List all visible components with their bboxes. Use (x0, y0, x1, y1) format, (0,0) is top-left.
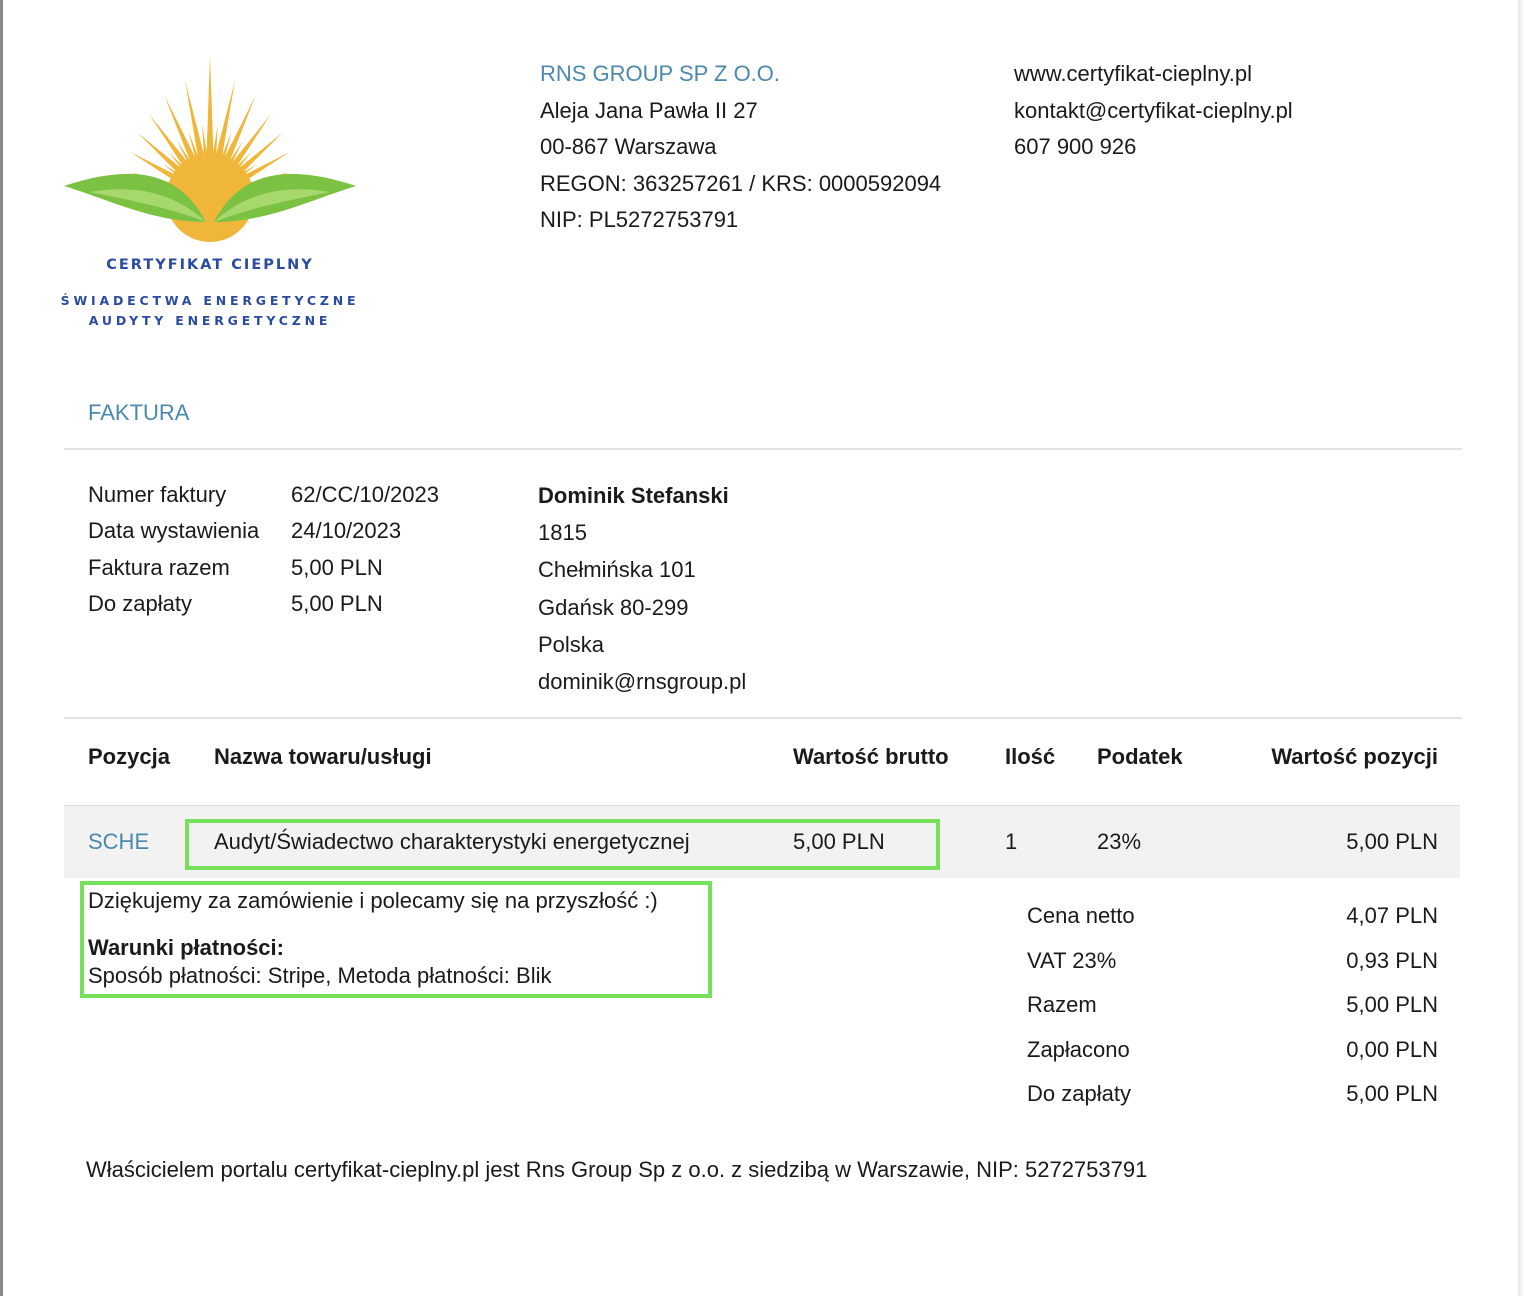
sun-leaves-logo-icon (60, 50, 360, 250)
seller-street: Aleja Jana Pawła II 27 (540, 97, 758, 123)
highlight-box-notes (80, 881, 712, 998)
summary-label: Cena netto (1027, 903, 1135, 928)
column-header-name: Nazwa towaru/usługi (214, 744, 432, 769)
window-edge-right (1518, 0, 1524, 1296)
buyer-email: dominik@rnsgroup.pl (538, 669, 747, 695)
company-logo (60, 50, 360, 340)
meta-value: 62/CC/10/2023 (291, 482, 439, 507)
column-header-total: Wartość pozycji (1271, 744, 1438, 769)
contact-website-link[interactable]: www.certyfikat-cieplny.pl (1014, 61, 1252, 86)
meta-label: Data wystawienia (88, 518, 260, 544)
summary-value: 5,00 PLN (1346, 992, 1438, 1017)
column-header-tax: Podatek (1097, 744, 1183, 769)
summary-value: 0,93 PLN (1346, 948, 1438, 973)
logo-name: CERTYFIKAT CIEPLNY (106, 257, 314, 273)
summary-value: 5,00 PLN (1346, 1081, 1438, 1106)
summary-label: VAT 23% (1027, 948, 1117, 973)
summary-label: Razem (1027, 992, 1097, 1017)
seller-nip: NIP: PL5272753791 (540, 207, 739, 232)
meta-value: 5,00 PLN (291, 590, 383, 616)
summary-label: Zapłacono (1027, 1037, 1130, 1062)
item-gross: 5,00 PLN (793, 829, 885, 854)
meta-label: Faktura razem (88, 554, 230, 580)
column-header-gross: Wartość brutto (793, 744, 949, 769)
meta-label: Do zapłaty (88, 590, 192, 616)
seller-block (540, 56, 941, 239)
contact-block (1014, 56, 1293, 166)
divider (64, 448, 1462, 450)
summary-value: 4,07 PLN (1346, 903, 1438, 928)
footer-note: Właścicielem portalu certyfikat-cieplny.pl jest Rns Group Sp z o.o. z siedzibą w Warszawie, NIP: 5272753791 (86, 1157, 1148, 1182)
seller-name: RNS GROUP SP Z O.O. (540, 61, 781, 86)
buyer-country: Polska (538, 631, 605, 657)
meta-value: 5,00 PLN (291, 554, 383, 580)
item-name: Audyt/Świadectwo charakterystyki energetycznej (214, 829, 690, 854)
meta-row (88, 550, 439, 586)
item-code: SCHE (88, 829, 150, 854)
meta-row (88, 586, 439, 622)
contact-email-link[interactable]: kontakt@certyfikat-cieplny.pl (1014, 97, 1293, 123)
meta-value: 24/10/2023 (291, 518, 402, 544)
buyer-block (538, 477, 746, 700)
invoice-meta (88, 477, 439, 622)
buyer-name: Dominik Stefanski (538, 483, 729, 508)
buyer-street: Chełmińska 101 (538, 557, 696, 583)
seller-regon-krs: REGON: 363257261 / KRS: 0000592094 (540, 170, 942, 196)
seller-city: 00-867 Warszawa (540, 134, 717, 159)
thanks-note: Dziękujemy za zamówienie i polecamy się na przyszłość :) (88, 888, 658, 913)
meta-label: Numer faktury (88, 482, 227, 507)
contact-phone: 607 900 926 (1014, 134, 1137, 159)
column-header-qty: Ilość (1005, 744, 1056, 769)
payment-terms-label: Warunki płatności: (88, 935, 284, 960)
divider (64, 717, 1462, 719)
meta-row (88, 513, 439, 549)
item-qty: 1 (1005, 829, 1018, 854)
logo-tagline-1: ŚWIADECTWA ENERGETYCZNE (60, 293, 360, 308)
window-edge-left (0, 0, 3, 1296)
item-tax: 23% (1097, 829, 1142, 854)
logo-tagline-2: AUDYTY ENERGETYCZNE (88, 313, 332, 328)
document-title: FAKTURA (88, 400, 190, 425)
buyer-line1: 1815 (538, 520, 587, 546)
highlight-box-item (185, 819, 940, 870)
item-total: 5,00 PLN (1346, 829, 1438, 854)
buyer-city: Gdańsk 80-299 (538, 594, 689, 620)
summary-value: 0,00 PLN (1346, 1037, 1438, 1062)
summary-label: Do zapłaty (1027, 1081, 1131, 1106)
column-header-position: Pozycja (88, 744, 170, 769)
payment-terms-text: Sposób płatności: Stripe, Metoda płatności: Blik (88, 963, 552, 988)
meta-row (88, 477, 439, 513)
